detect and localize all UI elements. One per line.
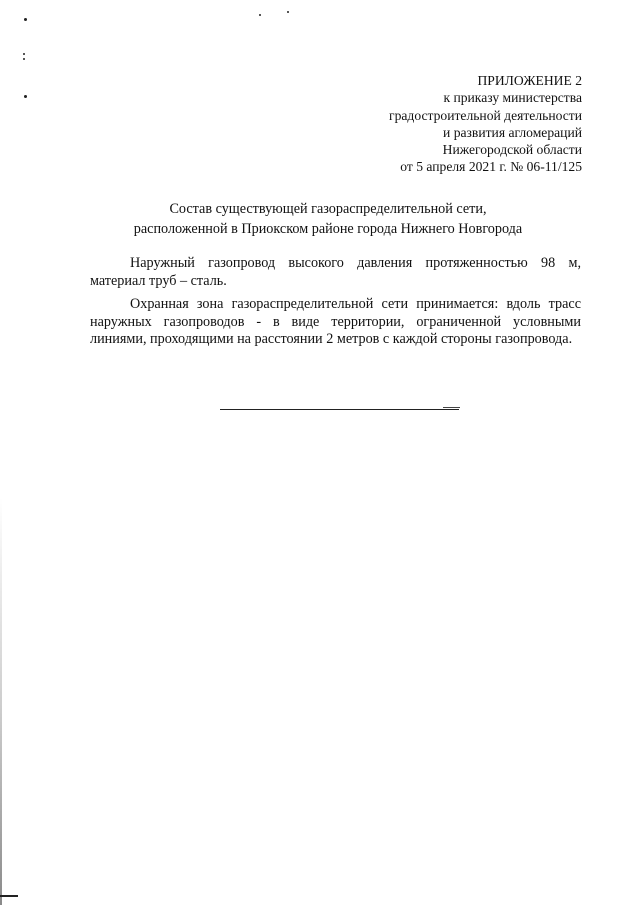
scan-speck [259, 14, 261, 16]
scan-edge-shadow [0, 0, 2, 905]
appendix-ministry-line: и развития агломераций [443, 124, 582, 140]
closing-rule-tail [443, 407, 460, 408]
document-body [90, 255, 581, 355]
appendix-region-line: Нижегородской области [442, 142, 582, 158]
document-title [100, 199, 556, 239]
appendix-header [389, 72, 582, 176]
scan-speck [24, 95, 27, 98]
appendix-title: ПРИЛОЖЕНИЕ 2 [477, 73, 582, 88]
appendix-order-line: к приказу министерства [443, 90, 582, 106]
appendix-ministry-line: градостроительной деятельности [389, 107, 582, 123]
appendix-date-number: от 5 апреля 2021 г. № 06-11/125 [400, 159, 582, 175]
body-paragraph: Наружный газопровод высокого давления протяженностью 98 м, материал труб – сталь. [90, 255, 581, 289]
title-line: расположенной в Приокском районе города Нижнего Новгорода [133, 221, 523, 237]
scan-speck [24, 18, 27, 21]
scan-speck [23, 53, 25, 55]
body-paragraph: Охранная зона газораспределительной сети принимается: вдоль трасс наружных газопроводов - в виде территории, ограниченной условными линиями, проходящими на расстоянии 2 метров с каждой стороны газопровода. [90, 296, 581, 348]
closing-rule [220, 409, 459, 410]
scan-speck [287, 11, 289, 13]
title-line: Состав существующей газораспределительной сети, [169, 201, 487, 217]
scan-speck [23, 58, 25, 60]
scan-bottom-mark [0, 895, 18, 897]
